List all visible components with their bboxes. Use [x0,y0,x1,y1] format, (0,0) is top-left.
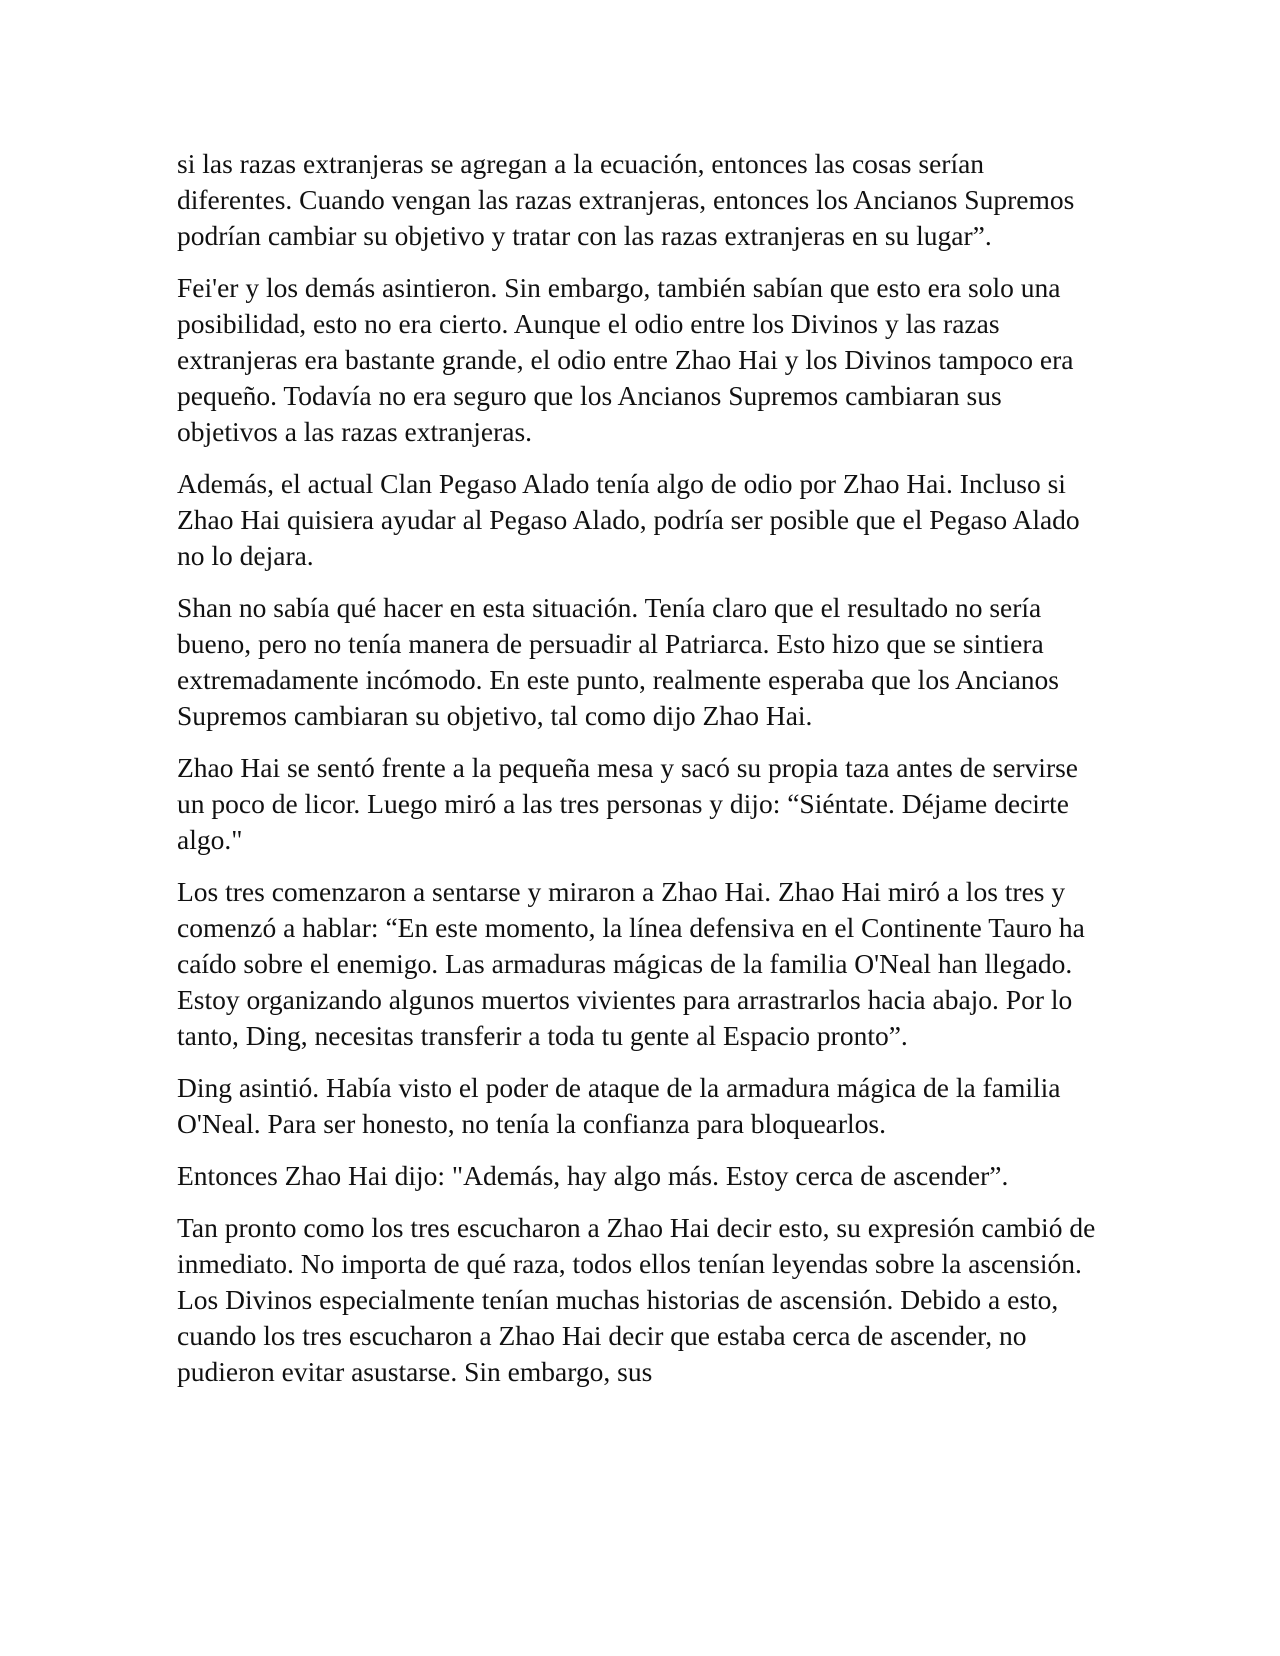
paragraph-4: Shan no sabía qué hacer en esta situación. Tenía claro que el resultado no sería bueno, pero no tenía manera de persuadir al Patriarca. Esto hizo que se sintiera extremadamente incómodo. En este punto, realmente esperaba que los Ancianos Supremos cambiaran su objetivo, tal como dijo Zhao Hai. [177,592,1059,731]
paragraph-8: Entonces Zhao Hai dijo: "Además, hay algo más. Estoy cerca de ascender”. [177,1160,1009,1191]
paragraph-9: Tan pronto como los tres escucharon a Zhao Hai decir esto, su expresión cambió de inmediato. No importa de qué raza, todos ellos tenían leyendas sobre la ascensión. Los Divinos especialmente tenían muchas historias de ascensión. Debido a esto, cuando los tres escucharon a Zhao Hai decir que estaba cerca de ascender, no pudieron evitar asustarse. Sin embargo, sus [177,1212,1096,1387]
paragraph-3: Además, el actual Clan Pegaso Alado tenía algo de odio por Zhao Hai. Incluso si Zhao Hai quisiera ayudar al Pegaso Alado, podría ser posible que el Pegaso Alado no lo dejara. [177,468,1080,571]
paragraph-5: Zhao Hai se sentó frente a la pequeña mesa y sacó su propia taza antes de servirse un poco de licor. Luego miró a las tres personas y dijo: “Siéntate. Déjame decirte algo." [177,752,1079,855]
paragraph-6: Los tres comenzaron a sentarse y miraron a Zhao Hai. Zhao Hai miró a los tres y comenzó a hablar: “En este momento, la línea defensiva en el Continente Tauro ha caído sobre el enemigo. Las armaduras mágicas de la familia O'Neal han llegado. Estoy organizando algunos muertos vivientes para arrastrarlos hacia abajo. Por lo tanto, Ding, necesitas transferir a toda tu gente al Espacio pronto”. [177,876,1085,1051]
document-body [177,146,1097,1406]
paragraph-7: Ding asintió. Había visto el poder de ataque de la armadura mágica de la familia O'Neal. Para ser honesto, no tenía la confianza para bloquearlos. [177,1072,1061,1139]
paragraph-1: si las razas extranjeras se agregan a la ecuación, entonces las cosas serían diferentes. Cuando vengan las razas extranjeras, entonces los Ancianos Supremos podrían cambiar su objetivo y tratar con las razas extranjeras en su lugar”. [177,148,1075,251]
paragraph-2: Fei'er y los demás asintieron. Sin embargo, también sabían que esto era solo una posibilidad, esto no era cierto. Aunque el odio entre los Divinos y las razas extranjeras era bastante grande, el odio entre Zhao Hai y los Divinos tampoco era pequeño. Todavía no era seguro que los Ancianos Supremos cambiaran sus objetivos a las razas extranjeras. [177,272,1074,447]
